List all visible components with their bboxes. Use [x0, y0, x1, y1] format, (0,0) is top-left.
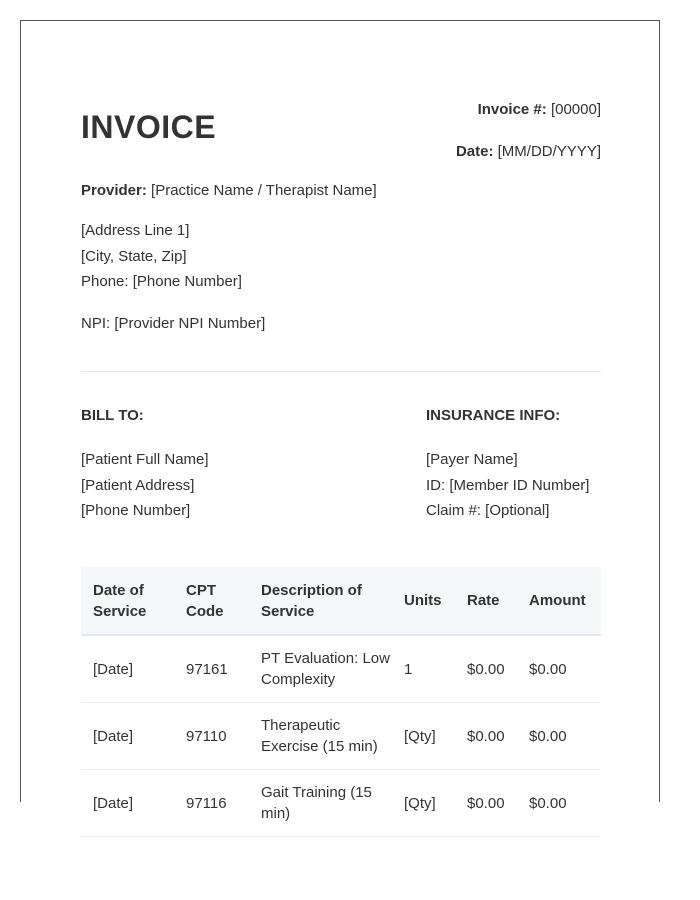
- invoice-date-label: Date:: [455, 143, 494, 160]
- header-amount: Amount: [517, 567, 601, 635]
- header-date-of-service: Date of Service: [81, 567, 174, 635]
- cell-rate: $0.00: [455, 770, 517, 837]
- header-rate: Rate: [455, 567, 517, 635]
- cell-amount: $0.00: [517, 635, 601, 703]
- section-divider: [81, 371, 601, 372]
- table-row: [81, 703, 601, 770]
- patient-phone: [Phone Number]: [81, 502, 191, 519]
- npi-value: [Provider NPI Number]: [114, 315, 266, 332]
- invoice-number-label: Invoice #:: [477, 101, 547, 118]
- cell-date: [Date]: [81, 703, 174, 770]
- header-units: Units: [392, 567, 455, 635]
- cell-cpt: 97161: [174, 635, 249, 703]
- services-table: [81, 567, 601, 837]
- bill-to-heading: BILL TO:: [81, 407, 144, 424]
- cell-cpt: 97116: [174, 770, 249, 837]
- cell-description: Gait Training (15 min): [249, 770, 392, 837]
- cell-rate: $0.00: [455, 635, 517, 703]
- header-description: Description of Service: [249, 567, 392, 635]
- cell-cpt: 97110: [174, 703, 249, 770]
- provider-value: [Practice Name / Therapist Name]: [151, 182, 377, 199]
- cell-units: [Qty]: [392, 770, 455, 837]
- cell-description: Therapeutic Exercise (15 min): [249, 703, 392, 770]
- patient-address: [Patient Address]: [81, 476, 195, 494]
- table-row: [81, 635, 601, 703]
- invoice-title: INVOICE: [81, 109, 217, 145]
- header-cpt-code: CPT Code: [174, 567, 249, 635]
- cell-description: PT Evaluation: Low Complexity: [249, 635, 392, 703]
- cell-date: [Date]: [81, 770, 174, 837]
- cell-units: 1: [392, 635, 455, 703]
- insurance-heading: INSURANCE INFO:: [426, 407, 561, 424]
- table-row: [81, 770, 601, 837]
- cell-date: [Date]: [81, 635, 174, 703]
- provider-npi: [81, 311, 265, 337]
- invoice-date-value: [MM/DD/YYYY]: [497, 143, 601, 160]
- phone-value: [Phone Number]: [132, 273, 242, 290]
- invoice-date: [456, 143, 601, 160]
- city-state-zip: [City, State, Zip]: [81, 247, 187, 265]
- member-id: ID: [Member ID Number]: [426, 476, 590, 494]
- invoice-number-value: [00000]: [550, 101, 601, 118]
- claim-number: Claim #: [Optional]: [426, 502, 550, 519]
- invoice-number: [478, 101, 601, 118]
- cell-rate: $0.00: [455, 703, 517, 770]
- payer-name: [Payer Name]: [426, 451, 518, 468]
- cell-units: [Qty]: [392, 703, 455, 770]
- phone-label: Phone:: [81, 273, 129, 290]
- patient-name: [Patient Full Name]: [81, 451, 209, 468]
- provider-address: [81, 218, 242, 295]
- table-header-row: [81, 567, 601, 635]
- provider-label: Provider:: [81, 182, 147, 199]
- cell-amount: $0.00: [517, 703, 601, 770]
- provider-line: [81, 178, 377, 204]
- npi-label: NPI:: [81, 315, 111, 332]
- cell-amount: $0.00: [517, 770, 601, 837]
- insurance-details: [426, 447, 589, 524]
- invoice-page: [20, 20, 660, 822]
- bill-to-details: [81, 447, 209, 524]
- address-line-1: [Address Line 1]: [81, 222, 190, 239]
- provider-phone: [81, 269, 242, 295]
